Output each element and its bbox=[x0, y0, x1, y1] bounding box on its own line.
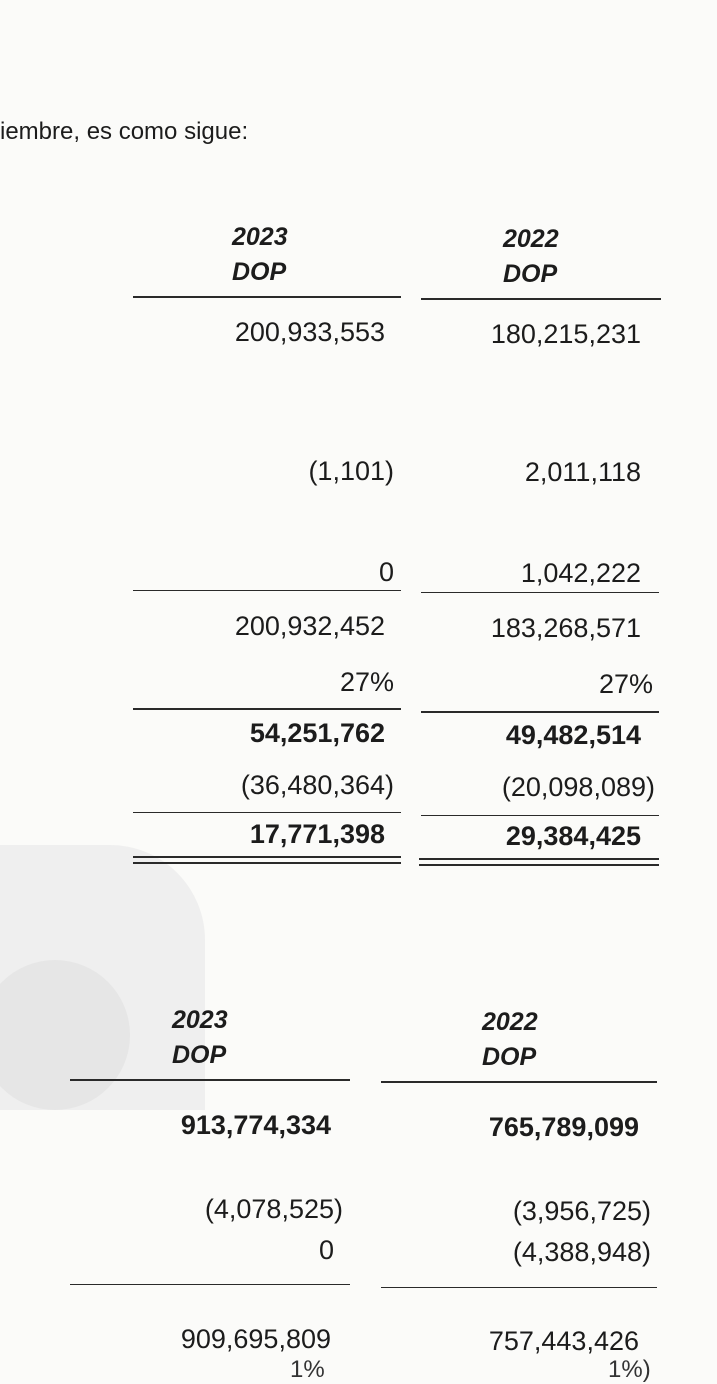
table1-cell: 180,215,231 bbox=[490, 319, 641, 349]
table1-cell: (1,101) bbox=[308, 456, 394, 486]
table2-cell: 757,443,426 bbox=[488, 1326, 639, 1356]
table2-subtotal-rule-left bbox=[70, 1284, 350, 1285]
table1-subtotal-rule-right bbox=[421, 592, 659, 593]
table2-cell: (3,956,725) bbox=[512, 1196, 651, 1226]
table2-subtotal-rule-right bbox=[381, 1287, 657, 1288]
table1-cell: 2,011,118 bbox=[524, 457, 641, 487]
table2-cell: 913,774,334 bbox=[180, 1110, 331, 1140]
table1-cell: 49,482,514 bbox=[505, 720, 641, 750]
table1-cell: 0 bbox=[378, 557, 394, 587]
table2-cell: (4,078,525) bbox=[204, 1194, 343, 1224]
table2-cutoff-cell: 1% bbox=[290, 1356, 325, 1383]
table1-header-2022: 2022 DOP bbox=[503, 225, 559, 288]
table1-cell: 54,251,762 bbox=[249, 718, 385, 748]
table1-cell: 27% bbox=[339, 667, 394, 697]
table1-cell: 183,268,571 bbox=[490, 613, 641, 643]
table1-rate-rule-left bbox=[133, 708, 401, 710]
intro-text: iembre, es como sigue: bbox=[0, 118, 249, 145]
table1-total-rule-right bbox=[421, 815, 659, 816]
table2-header-rule-right bbox=[381, 1081, 657, 1083]
table2-header-2022: 2022 DOP bbox=[482, 1008, 538, 1071]
table1-header-rule-left bbox=[133, 296, 401, 298]
table1-subtotal-rule-left bbox=[133, 590, 401, 591]
table1-cell: 1,042,222 bbox=[520, 558, 641, 588]
table2-cell: 765,789,099 bbox=[488, 1112, 639, 1142]
table2-cell: 0 bbox=[318, 1235, 334, 1265]
table2-cell: (4,388,948) bbox=[512, 1237, 651, 1267]
table1-cell: 29,384,425 bbox=[505, 821, 641, 851]
table2-cutoff-cell: 1%) bbox=[608, 1356, 651, 1383]
table1-rate-rule-right bbox=[421, 711, 659, 713]
table2-header-2023: 2023 DOP bbox=[172, 1006, 228, 1069]
table1-total-rule-left bbox=[133, 812, 401, 813]
table1-cell: 200,932,452 bbox=[234, 611, 385, 641]
table2-cell: 909,695,809 bbox=[180, 1324, 331, 1354]
table1-double-rule-left bbox=[133, 856, 401, 864]
table1-cell: 17,771,398 bbox=[249, 819, 385, 849]
table1-double-rule-right bbox=[419, 858, 659, 866]
table1-header-rule-right bbox=[421, 298, 661, 300]
table1-header-2023: 2023 DOP bbox=[232, 223, 288, 286]
table1-cell: 200,933,553 bbox=[234, 317, 385, 347]
table2-header-rule-left bbox=[70, 1079, 350, 1081]
table1-cell: (20,098,089) bbox=[501, 772, 655, 802]
table1-cell: 27% bbox=[598, 669, 653, 699]
table1-cell: (36,480,364) bbox=[240, 770, 394, 800]
